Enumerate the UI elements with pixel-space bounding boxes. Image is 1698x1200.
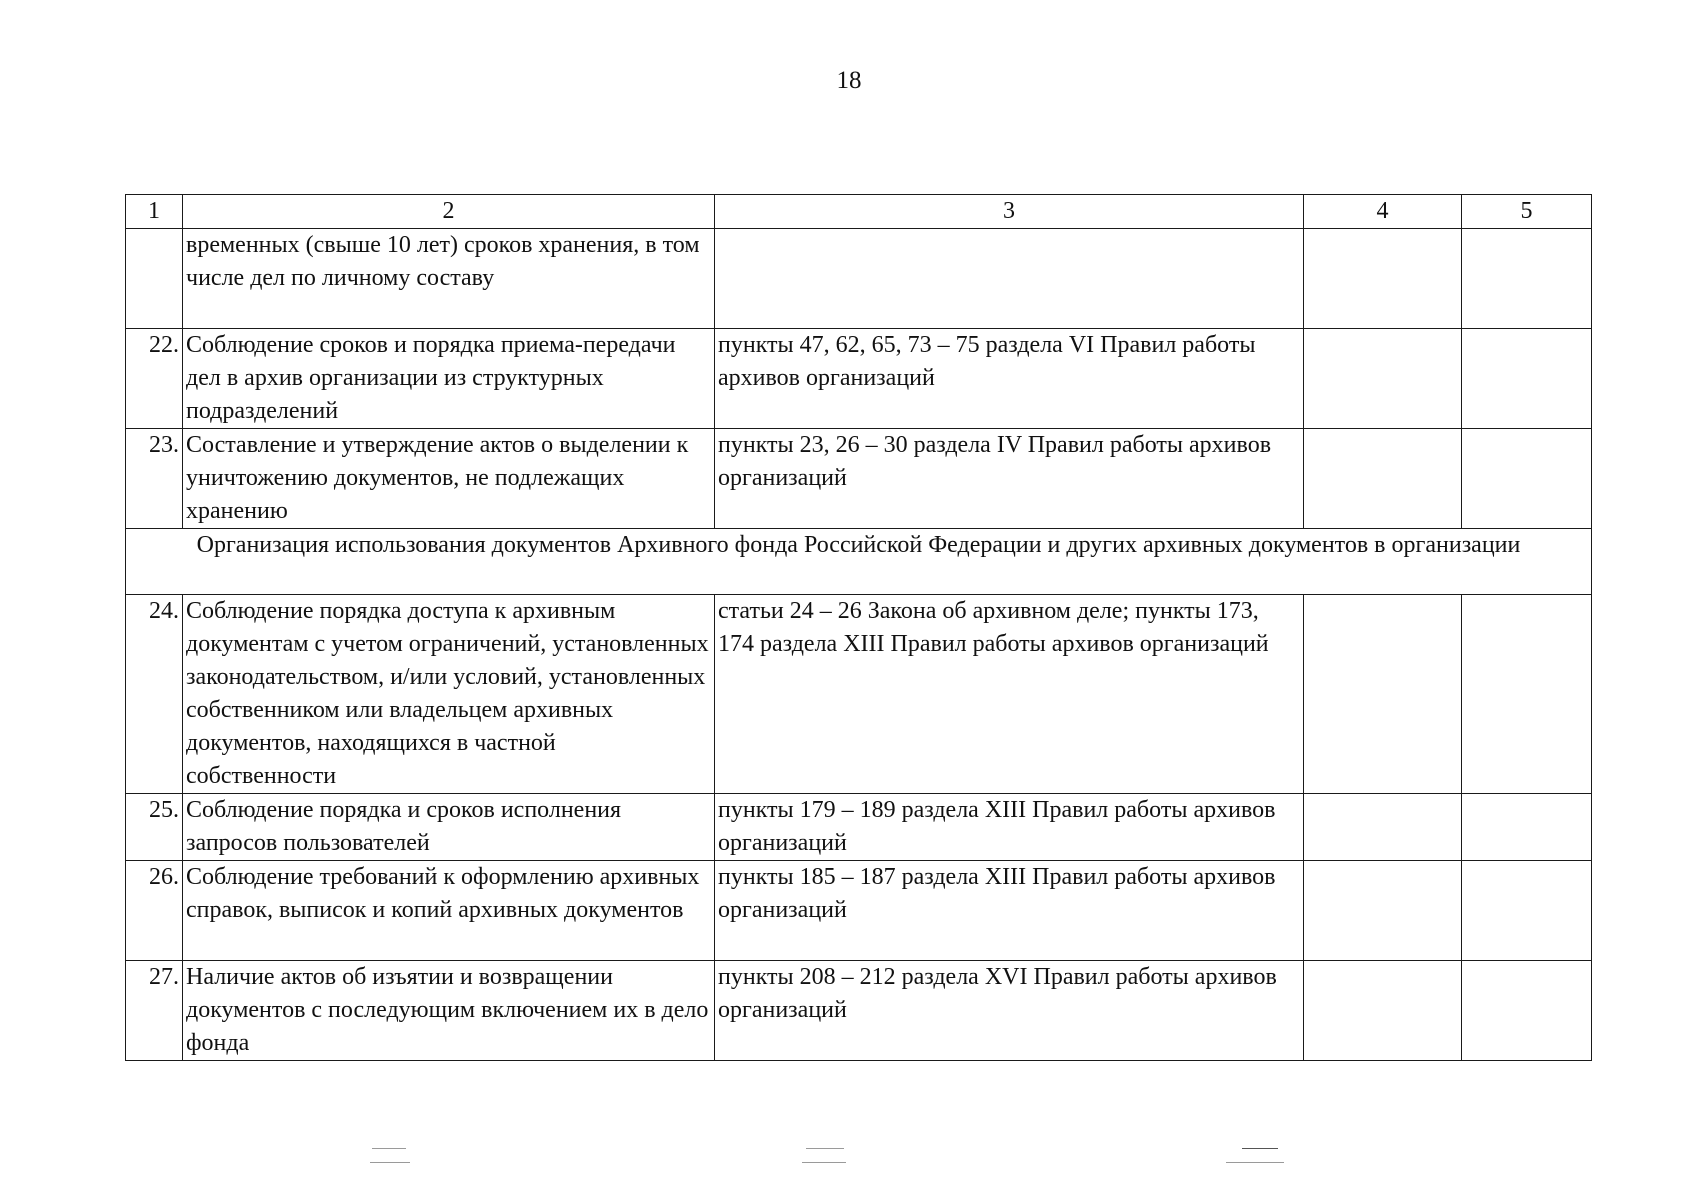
column-header-5: 5 (1462, 195, 1592, 229)
row-number: 23. (126, 429, 183, 529)
requirement-cell: Соблюдение порядка и сроков исполнения запросов пользователей (183, 794, 715, 861)
table-row (126, 595, 1592, 794)
table-row (126, 429, 1592, 529)
table-row (126, 961, 1592, 1061)
column-5-cell (1462, 595, 1592, 794)
scan-mark (802, 1162, 846, 1163)
column-4-cell (1304, 595, 1462, 794)
checklist-table (125, 194, 1592, 1061)
row-number (126, 229, 183, 329)
table-row (126, 861, 1592, 961)
requirement-cell: Соблюдение порядка доступа к архивным документам с учетом ограничений, установленных законодательством, и/или условий, установленных собственником или владельцем архивных документов, находящихся в частной собственности (183, 595, 715, 794)
reference-cell (715, 229, 1304, 329)
scan-mark (1242, 1148, 1278, 1149)
row-number: 27. (126, 961, 183, 1061)
scan-mark (370, 1162, 410, 1163)
column-5-cell (1462, 961, 1592, 1061)
reference-cell: пункты 179 – 189 раздела XIII Правил работы архивов организаций (715, 794, 1304, 861)
row-number: 25. (126, 794, 183, 861)
column-5-cell (1462, 329, 1592, 429)
scan-mark (372, 1148, 406, 1149)
reference-cell: пункты 23, 26 – 30 раздела IV Правил работы архивов организаций (715, 429, 1304, 529)
column-5-cell (1462, 229, 1592, 329)
row-number: 26. (126, 861, 183, 961)
table-row (126, 794, 1592, 861)
column-4-cell (1304, 229, 1462, 329)
requirement-cell: временных (свыше 10 лет) сроков хранения, в том числе дел по личному составу (183, 229, 715, 329)
section-heading: Организация использования документов Архивного фонда Российской Федерации и других архивных документов в организации (126, 529, 1592, 595)
table-row (126, 229, 1592, 329)
column-4-cell (1304, 861, 1462, 961)
column-4-cell (1304, 429, 1462, 529)
requirement-cell: Наличие актов об изъятии и возвращении документов с последующим включением их в дело фонда (183, 961, 715, 1061)
column-5-cell (1462, 861, 1592, 961)
reference-cell: пункты 208 – 212 раздела XVI Правил работы архивов организаций (715, 961, 1304, 1061)
scan-mark (806, 1148, 844, 1149)
requirement-cell: Составление и утверждение актов о выделении к уничтожению документов, не подлежащих хранению (183, 429, 715, 529)
reference-cell: пункты 47, 62, 65, 73 – 75 раздела VI Правил работы архивов организаций (715, 329, 1304, 429)
column-5-cell (1462, 794, 1592, 861)
table-header-row (126, 195, 1592, 229)
page-number: 18 (836, 67, 862, 94)
row-number: 24. (126, 595, 183, 794)
reference-cell: пункты 185 – 187 раздела XIII Правил работы архивов организаций (715, 861, 1304, 961)
column-header-3: 3 (715, 195, 1304, 229)
column-4-cell (1304, 329, 1462, 429)
requirement-cell: Соблюдение требований к оформлению архивных справок, выписок и копий архивных документов (183, 861, 715, 961)
scan-mark (1226, 1162, 1284, 1163)
reference-cell: статьи 24 – 26 Закона об архивном деле; пункты 173, 174 раздела XIII Правил работы архивов организаций (715, 595, 1304, 794)
column-header-1: 1 (126, 195, 183, 229)
column-header-4: 4 (1304, 195, 1462, 229)
requirement-cell: Соблюдение сроков и порядка приема-передачи дел в архив организации из структурных подразделений (183, 329, 715, 429)
column-header-2: 2 (183, 195, 715, 229)
section-heading-row (126, 529, 1592, 595)
table-row (126, 329, 1592, 429)
column-4-cell (1304, 961, 1462, 1061)
column-5-cell (1462, 429, 1592, 529)
column-4-cell (1304, 794, 1462, 861)
row-number: 22. (126, 329, 183, 429)
scan-artifacts (0, 1148, 1698, 1168)
